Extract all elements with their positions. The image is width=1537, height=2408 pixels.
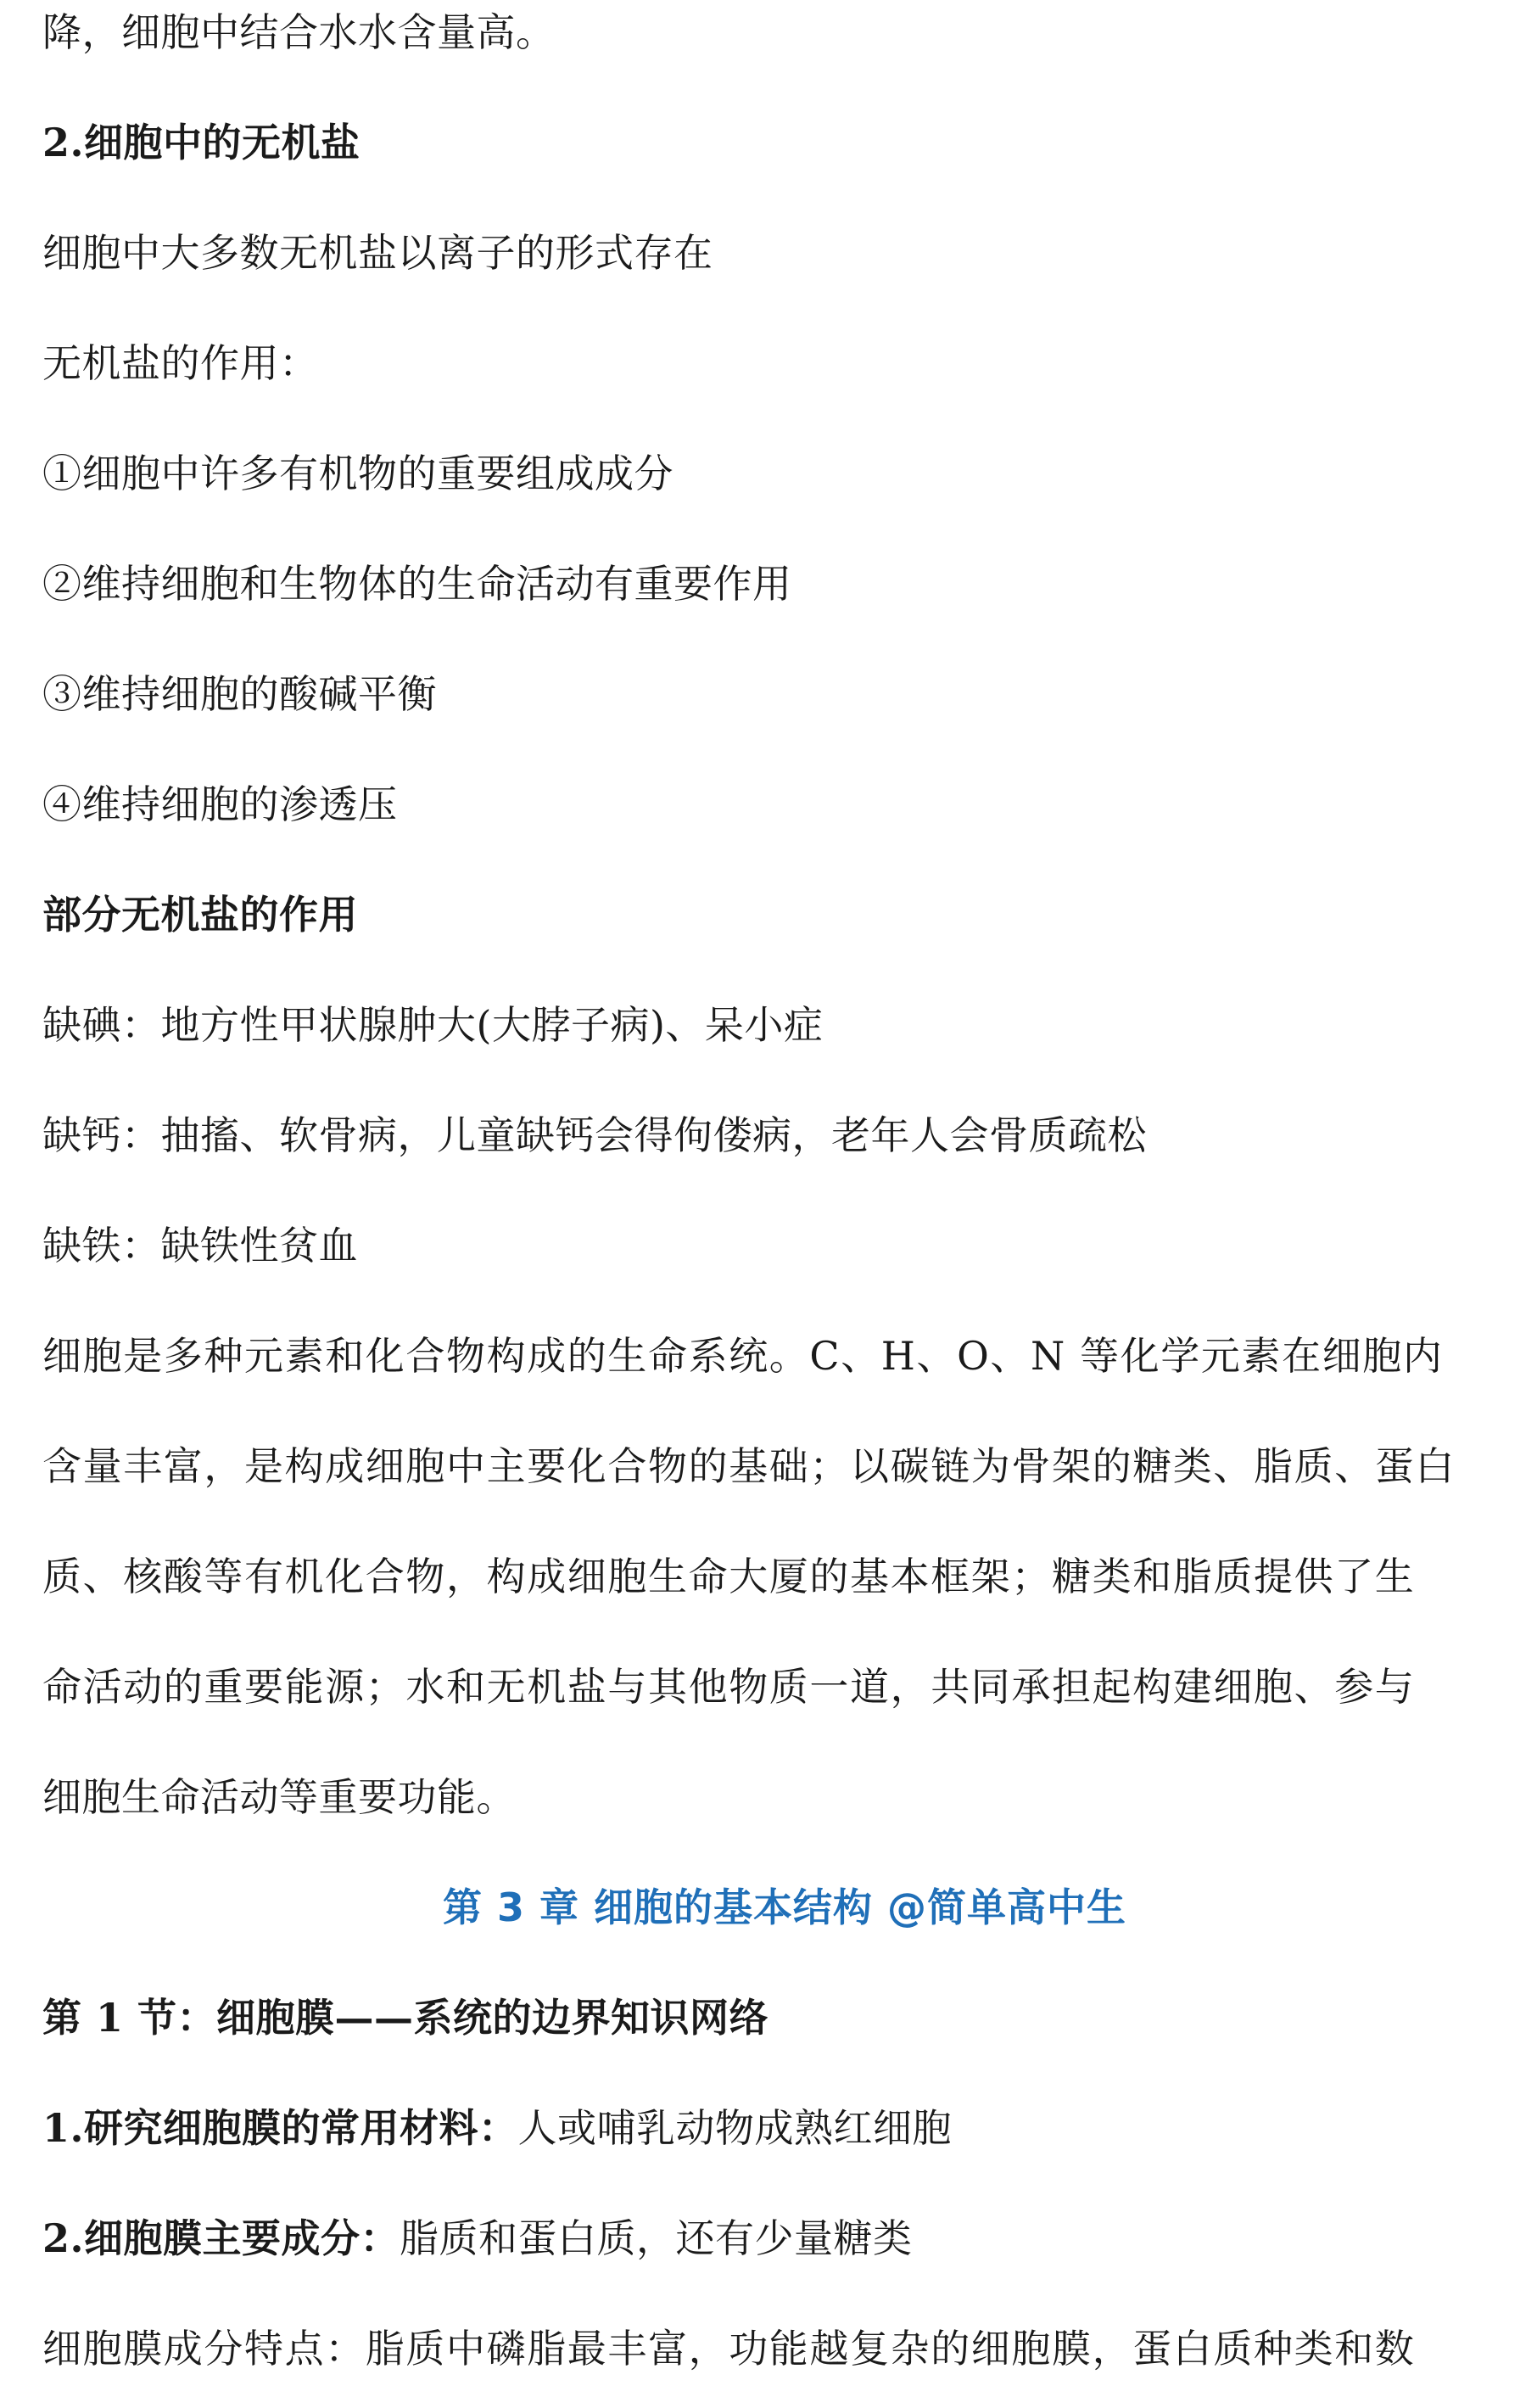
paragraph-line: 细胞是多种元素和化合物构成的生命系统。C、H、O、N 等化学元素在细胞内 [42, 1333, 1444, 1379]
item-label: 2.细胞膜主要成分： [42, 2215, 400, 2261]
item-materials [42, 2103, 952, 2153]
text-line: 细胞膜成分特点：脂质中磷脂最丰富，功能越复杂的细胞膜，蛋白质种类和数 [42, 2326, 1416, 2372]
list-item: ②维持细胞和生物体的生命活动有重要作用 [42, 561, 792, 607]
item-label: 1.研究细胞膜的常用材料： [42, 2105, 518, 2151]
text-line: 无机盐的作用： [42, 340, 319, 386]
section-heading-inorganic-salts: 2.细胞中的无机盐 [42, 120, 360, 165]
list-item: ①细胞中许多有机物的重要组成成分 [42, 451, 673, 496]
paragraph-line: 命活动的重要能源；水和无机盐与其他物质一道，共同承担起构建细胞、参与 [42, 1664, 1416, 1710]
subheading-partial-salts: 部分无机盐的作用 [42, 892, 358, 938]
paragraph-line: 细胞生命活动等重要功能。 [42, 1774, 516, 1820]
item-text: 脂质和蛋白质，还有少量糖类 [400, 2215, 913, 2261]
chapter-heading: 第 3 章 细胞的基本结构 @简单高中生 [442, 1884, 1127, 1930]
text-line: 细胞中大多数无机盐以离子的形式存在 [42, 230, 713, 276]
paragraph-line: 含量丰富，是构成细胞中主要化合物的基础；以碳链为骨架的糖类、脂质、蛋白 [42, 1443, 1456, 1489]
section-heading-cell-membrane: 第 1 节：细胞膜——系统的边界知识网络 [42, 1995, 769, 2041]
list-item: ③维持细胞的酸碱平衡 [42, 671, 437, 717]
item-text: 人或哺乳动物成熟红细胞 [517, 2105, 953, 2151]
text-line: 缺碘：地方性甲状腺肿大(大脖子病)、呆小症 [42, 1002, 824, 1048]
paragraph-line: 质、核酸等有机化合物，构成细胞生命大厦的基本框架；糖类和脂质提供了生 [42, 1554, 1416, 1599]
text-line: 缺铁：缺铁性贫血 [42, 1223, 358, 1268]
item-components [42, 2213, 913, 2264]
text-line: 降，细胞中结合水水含量高。 [42, 9, 556, 55]
text-line: 缺钙：抽搐、软骨病，儿童缺钙会得佝偻病，老年人会骨质疏松 [42, 1112, 1147, 1158]
list-item: ④维持细胞的渗透压 [42, 781, 398, 827]
